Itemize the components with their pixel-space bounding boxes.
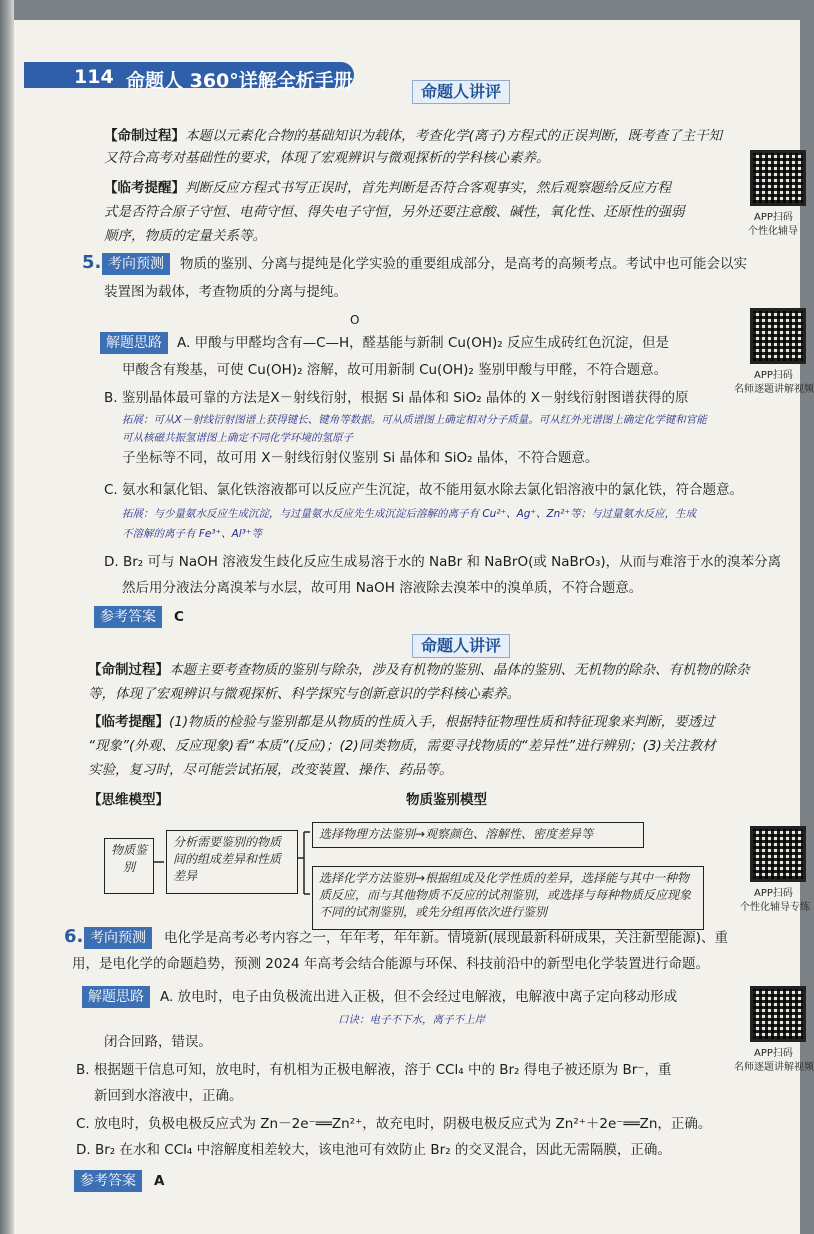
q6-answer-badge: 参考答案 xyxy=(74,1170,142,1192)
q6-a-1: A. 放电时，电子由负极流出进入正极，但不会经过电解液，电解液中离子定向移动形成 xyxy=(160,989,678,1005)
q6-c-1: C. 放电时，负极电极反应式为 Zn－2e⁻══Zn²⁺，故充电时，阴极电极反应式为 Zn²⁺＋2e⁻══Zn，正确。 xyxy=(76,1116,712,1132)
model-box-chemical: 选择化学方法鉴别→根据组成及化学性质的差异，选择能与其中一种物质反应，而与其他物质不反应的试剂鉴别，或选择与每种物质反应现象不同的试剂鉴别，或先分组再依次进行鉴别 xyxy=(312,866,704,930)
q6-forecast-badge: 考向预测 xyxy=(84,927,152,949)
s1-process: 【命制过程】本题以元素化合物的基础知识为载体，考查化学(离子)方程式的正误判断，既考查了主干知 xyxy=(104,128,723,144)
q6-d-1: D. Br₂ 在水和 CCl₄ 中溶解度相差较大，该电池可有效防止 Br₂ 的交叉混合，因此无需隔膜，正确。 xyxy=(76,1142,671,1158)
q5-c-1: C. 氨水和氯化铝、氯化铁溶液都可以反应产生沉淀，故不能用氨水除去氯化铝溶液中的氯化铁，符合题意。 xyxy=(104,482,744,498)
q6-b-2: 新回到水溶液中，正确。 xyxy=(94,1088,243,1104)
qr2-label-b: 名师逐题讲解视频 xyxy=(734,384,814,395)
q6-answer: A xyxy=(154,1173,165,1189)
q5-forecast-badge: 考向预测 xyxy=(102,253,170,275)
model-box-physical: 选择物理方法鉴别→观察颜色、溶解性、密度差异等 xyxy=(312,822,644,848)
model-label: 【思维模型】 xyxy=(88,792,169,808)
q6-intro-2: 用，是电化学的命题趋势，预测 2024 年高考会结合能源与环保、科技前沿中的新型电化学装置进行命题。 xyxy=(72,956,709,972)
q5-b-2: 子坐标等不同，故可用 X－射线衍射仪鉴别 Si 晶体和 SiO₂ 晶体，不符合题意。 xyxy=(122,450,599,466)
q6-a-2: 闭合回路，错误。 xyxy=(104,1034,212,1050)
q6-a-note: 口诀：电子不下水，离子不上岸 xyxy=(338,1014,485,1026)
section2-banner: 命题人讲评 xyxy=(412,634,510,658)
q6-number: 6. xyxy=(64,926,84,947)
model-box-analyze: 分析需要鉴别的物质间的组成差异和性质差异 xyxy=(166,830,298,894)
qr4-label-b: 名师逐题讲解视频 xyxy=(734,1062,814,1073)
q5-d-1: D. Br₂ 可与 NaOH 溶液发生歧化反应生成易溶于水的 NaBr 和 NaBrO(或 NaBrO₃)，从而与难溶于水的溴苯分离 xyxy=(104,554,782,570)
book-edge xyxy=(0,0,14,1234)
s2-reminder-2: “现象”(外观、反应现象)看“本质”(反应)；(2)同类物质，需要寻找物质的“差异性”进行辨别；(3)关注教材 xyxy=(88,738,716,754)
book-title: 命题人 360°详解全析手册 xyxy=(126,70,353,92)
q5-b-note-1: 拓展：可从X－射线衍射图谱上获得键长、键角等数据。可从质谱图上确定相对分子质量。可从红外光谱图上确定化学键和官能 xyxy=(122,414,707,426)
q5-c-note-2: 不溶解的离子有 Fe³⁺、Al³⁺等 xyxy=(122,528,262,540)
section1-banner: 命题人讲评 xyxy=(412,80,510,104)
s1-reminder: 【临考提醒】判断反应方程式书写正误时，首先判断是否符合客观事实，然后观察题给反应方程 xyxy=(104,180,671,196)
q6-b-1: B. 根据题干信息可知，放电时，有机相为正极电解液，溶于 CCl₄ 中的 Br₂ 得电子被还原为 Br⁻，重 xyxy=(76,1062,672,1078)
s1-reminder-3: 顺序，物质的定量关系等。 xyxy=(104,228,266,244)
q5-a-1: A. 甲酸与甲醛均含有—C—H，醛基能与新制 Cu(OH)₂ 反应生成砖红色沉淀，但是 xyxy=(177,335,669,351)
qr1-label: APP扫码 xyxy=(754,212,793,223)
model-arrows xyxy=(14,20,800,980)
qr3-label-b: 个性化辅导专练 xyxy=(740,902,810,913)
s2-process: 【命制过程】本题主要考查物质的鉴别与除杂，涉及有机物的鉴别、晶体的鉴别、无机物的除杂、有机物的除杂 xyxy=(88,662,750,678)
q5-c-note-1: 拓展：与少量氨水反应生成沉淀，与过量氨水反应先生成沉淀后溶解的离子有 Cu²⁺、Ag⁺、Zn²⁺等；与过量氨水反应，生成 xyxy=(122,508,697,520)
s2-reminder-3: 实验，复习时，尽可能尝试拓展，改变装置、操作、药品等。 xyxy=(88,762,453,778)
q5-b-note-2: 可从核磁共振氢谱图上确定不同化学环境的氢原子 xyxy=(122,432,353,444)
qr1-label-b: 个性化辅导 xyxy=(748,226,798,237)
q5-carbonyl-o: O xyxy=(350,313,360,327)
q6-thinking-badge: 解题思路 xyxy=(82,986,150,1008)
qr4-label: APP扫码 xyxy=(754,1048,793,1059)
q5-b-1: B. 鉴别晶体最可靠的方法是X－射线衍射，根据 Si 晶体和 SiO₂ 晶体的 X－射线衍射图谱获得的原 xyxy=(104,390,689,406)
q5-intro-1: 物质的鉴别、分离与提纯是化学实验的重要组成部分，是高考的高频考点。考试中也可能会以实 xyxy=(180,256,747,272)
qr-code-3[interactable] xyxy=(750,826,806,882)
q6-intro-1: 电化学是高考必考内容之一，年年考，年年新。情境新(展现最新科研成果，关注新型能源)、重 xyxy=(164,930,729,946)
q5-answer-badge: 参考答案 xyxy=(94,606,162,628)
model-title: 物质鉴别模型 xyxy=(406,792,487,808)
s1-process-2: 又符合高考对基础性的要求，体现了宏观辨识与微观探析的学科核心素养。 xyxy=(104,150,550,166)
model-box-start: 物质鉴别 xyxy=(104,838,154,894)
q5-number: 5. xyxy=(82,252,102,273)
qr-code-4[interactable] xyxy=(750,986,806,1042)
book-page xyxy=(14,20,814,1234)
s2-process-2: 等，体现了宏观辨识与微观探析、科学探究与创新意识的学科核心素养。 xyxy=(88,686,520,702)
q5-d-2: 然后用分液法分离溴苯与水层，故可用 NaOH 溶液除去溴苯中的溴单质，不符合题意。 xyxy=(122,580,643,596)
q5-a-2: 甲酸含有羧基，可使 Cu(OH)₂ 溶解，故可用新制 Cu(OH)₂ 鉴别甲酸与甲醛，不符合题意。 xyxy=(122,362,668,378)
q5-intro-2: 装置图为载体，考查物质的分离与提纯。 xyxy=(104,284,347,300)
q5-thinking-badge: 解题思路 xyxy=(100,332,168,354)
page-number: 114 xyxy=(74,66,114,88)
s1-reminder-2: 式是否符合原子守恒、电荷守恒、得失电子守恒，另外还要注意酸、碱性，氧化性、还原性的强弱 xyxy=(104,204,685,220)
qr3-label: APP扫码 xyxy=(754,888,793,899)
s2-reminder: 【临考提醒】(1)物质的检验与鉴别都是从物质的性质入手，根据特征物理性质和特征现象来判断，要透过 xyxy=(88,714,715,730)
qr2-label: APP扫码 xyxy=(754,370,793,381)
q5-answer: C xyxy=(174,609,184,625)
